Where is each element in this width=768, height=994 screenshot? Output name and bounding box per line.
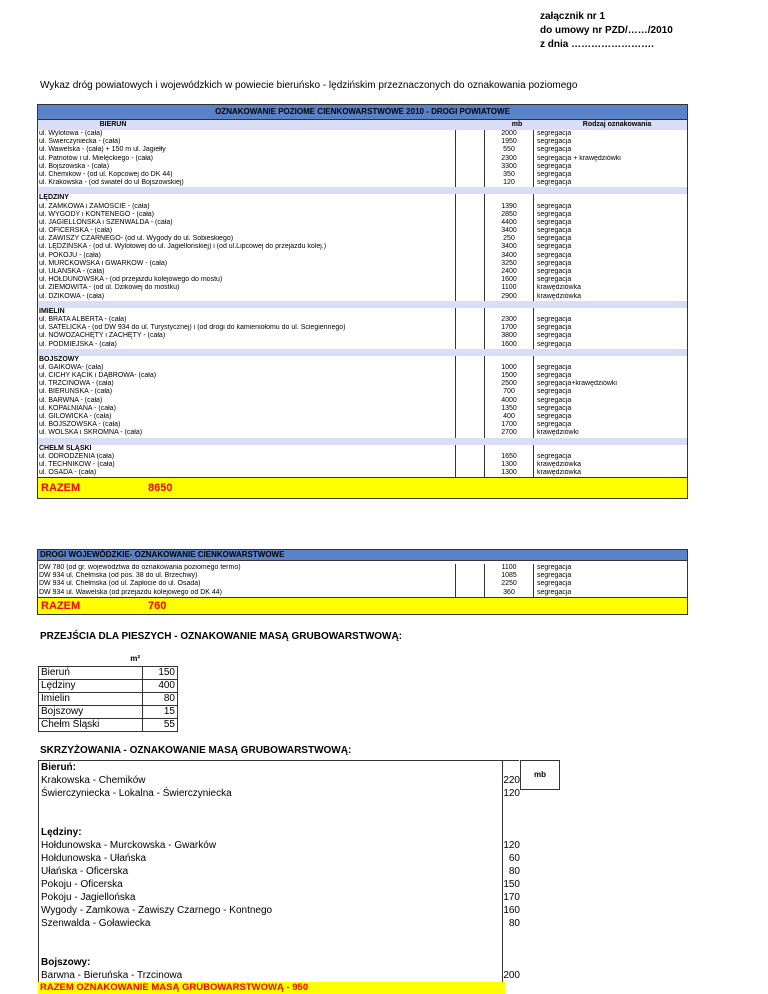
marking-type <box>534 356 687 364</box>
powiatowe-title: OZNAKOWANIE POZIOME CIENKOWARSTWOWE 2010 - DROGI POWIATOWE <box>37 104 688 120</box>
length-mb: 1085 <box>484 572 534 580</box>
road-name: ul. KOPALNIANA - (cała) <box>38 405 456 413</box>
road-name: ul. UŁAŃSKA - (cała) <box>38 268 456 276</box>
place-name: Chełm Śląski <box>39 719 143 732</box>
intersection-name: Wygody - Zamkowa - Zawiszy Czarnego - Kontnego <box>38 904 503 917</box>
length-mb: 3250 <box>484 260 534 268</box>
intersection-name: Pokoju - Oficerska <box>38 878 503 891</box>
table-row <box>38 260 687 268</box>
list-item <box>38 917 519 930</box>
document-header <box>540 10 673 52</box>
marking-type: segregacja <box>537 588 572 596</box>
header-line-2: do umowy nr PZD/……/2010 <box>540 25 673 36</box>
length-mb: 3800 <box>484 332 534 340</box>
header-line-1: załącznik nr 1 <box>540 11 606 22</box>
column-kind: Rodzaj oznakowania <box>582 121 652 128</box>
road-name: ul. OSADA - (cała) <box>38 469 456 477</box>
list-item <box>38 891 519 904</box>
length-mb: 700 <box>484 388 534 396</box>
length-mb: 3300 <box>484 163 534 171</box>
powiatowe-column-header <box>37 120 688 130</box>
length-mb: 60 <box>508 853 520 864</box>
total-value: 8650 <box>148 482 173 495</box>
table-row <box>38 332 687 340</box>
table-row <box>38 580 687 588</box>
column-mb: mb <box>511 121 523 128</box>
marking-type: segregacja <box>537 372 572 380</box>
road-name: ul. GILOWICKA - (cała) <box>38 413 456 421</box>
table-row <box>38 589 687 597</box>
marking-type <box>534 308 687 316</box>
marking-type: segregacja <box>537 179 572 187</box>
area-m2: 150 <box>142 667 177 680</box>
group-heading <box>38 826 519 839</box>
place-name: Imielin <box>39 693 143 706</box>
length-mb: 1700 <box>484 421 534 429</box>
road-name: DW 934 ul. Wawelska (od przejazdu kolejowego od DK 44) <box>38 589 456 597</box>
intersection-name: Lędziny: <box>38 826 503 839</box>
marking-type: segregacja <box>537 259 572 267</box>
length-mb: 4400 <box>484 219 534 227</box>
marking-type: segregacja <box>537 276 572 284</box>
group-heading <box>38 956 519 969</box>
table-row <box>38 219 687 227</box>
marking-type: segregacja <box>537 227 572 235</box>
list-item <box>38 839 519 852</box>
group-heading <box>38 356 687 364</box>
road-name: ul. TECHNIKÓW - (cała) <box>38 461 456 469</box>
length-mb: 3400 <box>484 243 534 251</box>
length-mb: 2400 <box>484 268 534 276</box>
skrzyzowania-table <box>38 760 546 994</box>
intersection-name: Krakowska - Chemików <box>38 774 503 787</box>
road-name: ul. BRATA ALBERTA - (cała) <box>38 316 456 324</box>
intersection-name: Bieruń: <box>38 761 503 774</box>
road-name: ul. PODMIEJSKA - (cała) <box>38 341 456 349</box>
length-mb: 170 <box>503 892 520 903</box>
list-item <box>38 852 519 865</box>
marking-type: segregacja+krawędziówki <box>537 380 617 388</box>
length-mb: 2000 <box>484 130 534 138</box>
length-mb: 1950 <box>484 138 534 146</box>
length-mb: 350 <box>484 171 534 179</box>
marking-type: segregacja <box>537 218 572 226</box>
table-row <box>38 324 687 332</box>
table-row <box>38 235 687 243</box>
road-group <box>37 308 688 349</box>
marking-type: segregacja <box>537 315 572 323</box>
table-row <box>38 227 687 235</box>
list-item <box>38 800 519 813</box>
marking-type: segregacja <box>537 564 572 571</box>
header-line-3: z dnia ……………………. <box>540 39 654 50</box>
road-name: ul. MURCKOWSKA i GWARKÓW - (cała) <box>38 260 456 268</box>
intersection-name: Bojszowy: <box>38 956 503 969</box>
road-group <box>37 356 688 438</box>
length-mb: 2850 <box>484 211 534 219</box>
marking-type: krawędziówka <box>537 469 581 477</box>
length-mb: 360 <box>484 589 534 597</box>
area-m2: 15 <box>142 706 177 719</box>
powiatowe-body <box>37 130 688 477</box>
road-name: ul. OFICERSKA - (cała) <box>38 227 456 235</box>
total-value: 760 <box>148 599 167 612</box>
intersection-name: Pokoju - Jagiellońska <box>38 891 503 904</box>
road-name: ul. WYGODY i KONTENEGO - (cała) <box>38 211 456 219</box>
skrzyzowania-unit: mb <box>520 760 560 790</box>
road-name: ul. HOŁDUNOWSKA - (od przejazdu kolejowego do mostu) <box>38 276 456 284</box>
table-row <box>38 284 687 292</box>
marking-type: segregacja <box>537 340 572 348</box>
skrzyzowania-body <box>38 760 519 982</box>
table-row <box>39 693 178 706</box>
place-name: Bojszowy <box>39 706 143 719</box>
skrzyzowania-title: SKRZYŻOWANIA - OZNAKOWANIE MASĄ GRUBOWARSTWOWĄ: <box>40 745 352 756</box>
length-mb: 3400 <box>484 227 534 235</box>
marking-type: segregacja <box>537 210 572 218</box>
road-name: ul. CICHY KĄCIK i DĄBROWA- (cała) <box>38 372 456 380</box>
table-row <box>38 146 687 154</box>
place-name: Lędziny <box>39 680 143 693</box>
road-name: ul. Świerczyniecka - (cała) <box>38 138 456 146</box>
table-row <box>38 171 687 179</box>
road-name: ul. ZAWISZY CZARNEGO- (od ul. Wygody do ul. Sobieskiego) <box>38 235 456 243</box>
group-spacer <box>37 187 688 194</box>
group-heading <box>38 445 687 453</box>
road-group <box>37 130 688 187</box>
road-name: ul. WOLSKA i SKROMNA - (cała) <box>38 429 456 437</box>
road-name: ul. Chemików - (od ul. Kopcowej do DK 44) <box>38 171 456 179</box>
total-label: RAZEM <box>41 482 81 495</box>
length-mb: 1100 <box>484 564 534 572</box>
intersection-name <box>38 813 503 826</box>
road-name: ul. BARWNA - (cała) <box>38 397 456 405</box>
length-mb: 2250 <box>484 580 534 588</box>
table-row <box>39 719 178 732</box>
list-item <box>38 878 519 891</box>
length-mb: 4000 <box>484 397 534 405</box>
table-row <box>38 405 687 413</box>
table-row <box>39 667 178 680</box>
marking-type: krawędziówka <box>537 292 581 300</box>
intersection-name: Szenwalda - Goławiecka <box>38 917 503 930</box>
road-name: DW 934 ul. Chełmska (od pos. 38 do ul. Brzechwy) <box>38 572 456 580</box>
table-row <box>38 564 687 572</box>
marking-type: krawędziówka <box>537 284 581 292</box>
table-row <box>38 388 687 396</box>
table-row <box>38 461 687 469</box>
length-mb: 1700 <box>484 324 534 332</box>
table-row <box>38 364 687 372</box>
length-mb: 1600 <box>484 276 534 284</box>
table-row <box>38 453 687 461</box>
marking-type <box>534 445 687 453</box>
length-mb: 1600 <box>484 341 534 349</box>
road-name: ul. SATELICKA - (od DW 934 do ul. Turystycznej) i (od drogi do kamieniołomu do ul. Ściegiennego) <box>38 324 456 332</box>
road-name: ul. Patriotów i ul. Mielęckiego - (cała) <box>38 155 456 163</box>
table-row <box>38 469 687 477</box>
road-name: ul. Bojszowska - (cała) <box>38 163 456 171</box>
list-item <box>38 930 519 943</box>
marking-type: segregacja <box>537 251 572 259</box>
list-item <box>38 865 519 878</box>
length-mb: 160 <box>503 905 520 916</box>
length-mb: 120 <box>503 840 520 851</box>
table-row <box>38 211 687 219</box>
table-row <box>38 268 687 276</box>
length-mb: 2300 <box>484 316 534 324</box>
road-name: IMIELIN <box>38 308 456 316</box>
total-label: RAZEM <box>41 599 81 612</box>
list-item <box>38 813 519 826</box>
road-name: ul. TRZCINOWA - (cała) <box>38 380 456 388</box>
road-name: DW 934 ul. Chełmska (od ul. Zapłocie do ul. Osada) <box>38 580 456 588</box>
length-mb: 1650 <box>484 453 534 461</box>
marking-type: segregacja <box>537 268 572 275</box>
road-group <box>37 445 688 478</box>
area-m2: 400 <box>142 680 177 693</box>
length-mb <box>484 445 534 453</box>
intersection-name: Barwna - Bieruńska - Trzcinowa <box>38 969 503 982</box>
group-heading <box>38 761 519 774</box>
marking-type: segregacja <box>537 243 572 251</box>
marking-type: segregacja <box>537 138 572 146</box>
area-m2: 55 <box>142 719 177 732</box>
table-row <box>38 372 687 380</box>
road-name: ul. BIERUŃSKA - (cała) <box>38 388 456 396</box>
table-row <box>39 680 178 693</box>
length-mb: 2700 <box>484 429 534 437</box>
length-mb: 400 <box>484 413 534 421</box>
marking-type: segregacja <box>537 332 572 340</box>
road-name: ul. Wylotowa - (cała) <box>38 130 456 138</box>
marking-type: segregacja <box>537 146 572 154</box>
road-name: ul. JAGIELLOŃSKA i SZENWALDA - (cała) <box>38 219 456 227</box>
length-mb: 80 <box>508 918 520 929</box>
road-name: ul. ODRODZENIA (cała) <box>38 453 456 461</box>
column-name: BIERUŃ <box>99 121 127 128</box>
place-name: Bieruń <box>39 667 143 680</box>
wojewodzkie-total <box>37 597 688 615</box>
table-row <box>38 413 687 421</box>
marking-type: krawędziówka <box>537 460 581 468</box>
road-name: ul. GAIKOWA- (cała) <box>38 364 456 372</box>
table-row <box>38 252 687 260</box>
road-name: ul. BOJSZOWSKA - (cała) <box>38 421 456 429</box>
road-group <box>37 194 688 300</box>
length-mb: 1300 <box>484 469 534 477</box>
table-row <box>38 243 687 251</box>
group-heading <box>38 194 687 202</box>
length-mb: 550 <box>484 146 534 154</box>
table-row <box>38 130 687 138</box>
table-row <box>38 572 687 580</box>
list-item <box>38 787 519 800</box>
marking-type: segregacja <box>537 580 572 588</box>
length-mb: 2300 <box>484 155 534 163</box>
table-row <box>38 421 687 429</box>
length-mb: 220 <box>503 775 520 786</box>
intro-text: Wykaz dróg powiatowych i wojewódzkich w powiecie bieruńsko - lędzińskim przeznaczonych do oznakowania poziomego <box>40 80 578 91</box>
road-name: ul. Krakowska - (od świateł do ul Bojszowskiej) <box>38 179 456 187</box>
intersection-name: Świerczyniecka - Lokalna - Świerczyniecka <box>38 787 503 800</box>
table-row <box>38 179 687 187</box>
marking-type: segregacja <box>537 572 572 580</box>
road-name: ul. LĘDZIŃSKA - (od ul. Wylotowej do ul. Jagiellońskiej) i (od ul.Lipcowej do przejazdu kolej.) <box>38 243 456 251</box>
length-mb: 1390 <box>484 203 534 211</box>
list-item <box>38 969 519 982</box>
powiatowe-total <box>37 477 688 499</box>
marking-type: segregacja <box>537 324 572 332</box>
intersection-name: Hołdunowska - Ułańska <box>38 852 503 865</box>
group-spacer <box>37 301 688 308</box>
table-row <box>38 163 687 171</box>
length-mb: 120 <box>484 179 534 187</box>
group-spacer <box>37 349 688 356</box>
length-mb: 1350 <box>484 405 534 413</box>
marking-type: krawędziówki <box>537 429 579 437</box>
table-row <box>38 138 687 146</box>
marking-type: segregacja <box>537 404 572 412</box>
length-mb <box>484 308 534 316</box>
road-name: ul. POKOJU - (cała) <box>38 252 456 260</box>
marking-type: segregacja <box>537 396 572 404</box>
intersection-name: Hołdunowska - Murckowska - Gwarków <box>38 839 503 852</box>
marking-type: segregacja <box>537 202 572 210</box>
group-spacer <box>37 438 688 445</box>
marking-type: segregacja <box>537 130 572 137</box>
marking-type: segregacja <box>537 235 572 243</box>
road-name: ul. ZIEMOWITA - (od ul. Dzikowej do mostku) <box>38 284 456 292</box>
marking-type: segregacja <box>537 421 572 429</box>
group-heading <box>38 308 687 316</box>
marking-type: segregacja + krawędziówki <box>537 154 621 162</box>
length-mb: 2900 <box>484 293 534 301</box>
wojewodzkie-section <box>37 549 688 615</box>
length-mb: 1500 <box>484 372 534 380</box>
area-m2: 80 <box>142 693 177 706</box>
table-row <box>38 380 687 388</box>
marking-type: segregacja <box>537 170 572 178</box>
przejscia-title: PRZEJŚCIA DLA PIESZYCH - OZNAKOWANIE MASĄ GRUBOWARSTWOWĄ: <box>40 631 403 642</box>
length-mb: 120 <box>503 788 520 799</box>
list-item <box>38 943 519 956</box>
table-row <box>38 276 687 284</box>
length-mb: 1100 <box>484 284 534 292</box>
table-row <box>38 341 687 349</box>
marking-type: segregacja <box>537 388 572 396</box>
road-name: CHEŁM ŚLĄSKI <box>38 445 456 453</box>
road-name: ul. ZAMKOWA i ZAMOŚCIE - (cała) <box>38 203 456 211</box>
road-name: ul. DZIKOWA - (cała) <box>38 293 456 301</box>
length-mb: 250 <box>484 235 534 243</box>
marking-type: segregacja <box>537 363 572 371</box>
table-row <box>38 155 687 163</box>
intersection-name <box>38 943 503 956</box>
road-name: BOJSZOWY <box>38 356 456 364</box>
length-mb: 1000 <box>484 364 534 372</box>
wojewodzkie-body <box>37 561 688 597</box>
list-item <box>38 774 519 787</box>
table-row <box>38 397 687 405</box>
table-row <box>38 203 687 211</box>
length-mb: 2500 <box>484 380 534 388</box>
intersection-name <box>38 930 503 943</box>
road-name: LĘDZINY <box>38 194 456 202</box>
length-mb: 150 <box>503 879 520 890</box>
length-mb: 3400 <box>484 252 534 260</box>
skrzyzowania-total: RAZEM OZNAKOWANIE MASĄ GRUBOWARSTWOWĄ - 950 <box>38 982 505 994</box>
list-item <box>38 904 519 917</box>
road-name: ul. NOWOZACHĘTY i ZACHĘTY - (cała) <box>38 332 456 340</box>
przejscia-unit: m² <box>130 654 140 663</box>
length-mb <box>484 194 534 202</box>
road-name: DW 780 (od gr. województwa do oznakowania poziomego termo) <box>38 564 456 572</box>
table-row <box>39 706 178 719</box>
length-mb: 1300 <box>484 461 534 469</box>
marking-type <box>534 194 687 202</box>
length-mb <box>484 356 534 364</box>
powiatowe-section <box>37 104 688 499</box>
wojewodzkie-title: DROGI WOJEWÓDZKIE- OZNAKOWANIE CIENKOWARSTWOWE <box>37 549 688 561</box>
road-name: ul. Wawelska - (cała) + 150 m ul. Jagiełły <box>38 146 456 154</box>
length-mb: 80 <box>508 866 520 877</box>
intersection-name: Ułańska - Oficerska <box>38 865 503 878</box>
przejscia-table <box>38 652 178 732</box>
marking-type: segregacja <box>537 452 572 460</box>
table-row <box>38 429 687 437</box>
intersection-name <box>38 800 503 813</box>
table-row <box>38 293 687 301</box>
length-mb: 200 <box>503 970 520 981</box>
table-row <box>38 316 687 324</box>
marking-type: segregacja <box>537 413 572 420</box>
marking-type: segregacja <box>537 162 572 170</box>
